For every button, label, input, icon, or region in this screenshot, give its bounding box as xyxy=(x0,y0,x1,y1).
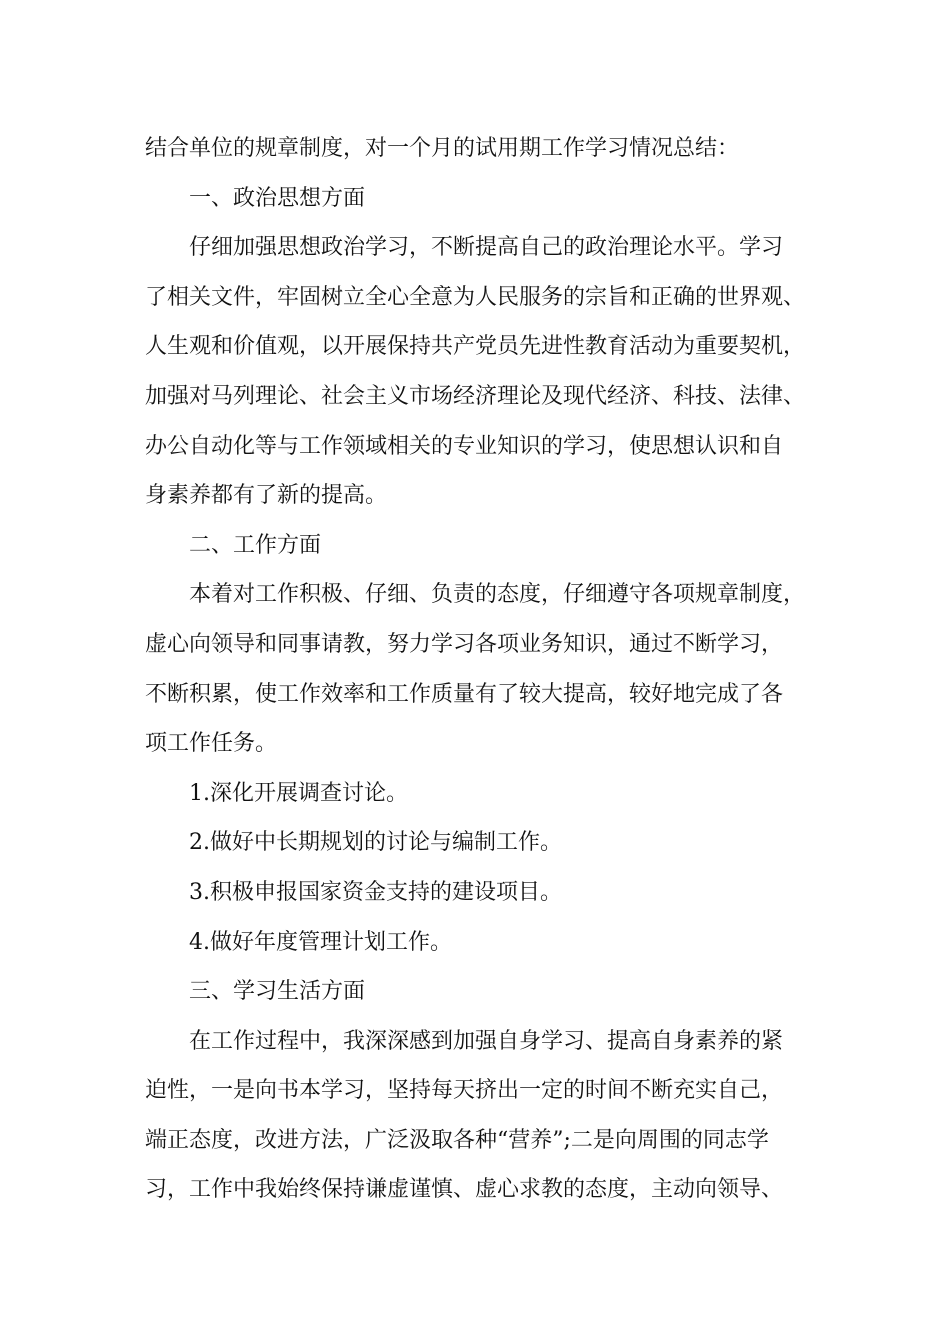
text-line-10: 本着对工作积极、仔细、负责的态度，仔细遵守各项规章制度， xyxy=(189,582,806,608)
text-line-5: 人生观和价值观，以开展保持共产党员先进性教育活动为重要契机， xyxy=(145,334,806,360)
list-item-2: 2.做好中长期规划的讨论与编制工作。 xyxy=(189,830,562,856)
document-page xyxy=(145,124,835,1215)
list-item-4: 4.做好年度管理计划工作。 xyxy=(189,929,452,955)
text-line-11: 虚心向领导和同事请教，努力学习各项业务知识，通过不断学习， xyxy=(145,631,784,657)
list-item-3: 3.积极申报国家资金支持的建设项目。 xyxy=(189,879,562,905)
text-line-3: 仔细加强思想政治学习，不断提高自己的政治理论水平。学习 xyxy=(189,235,784,261)
text-line-20: 迫性，一是向书本学习，坚持每天挤出一定的时间不断充实自己， xyxy=(145,1078,784,1104)
list-item-1: 1.深化开展调查讨论。 xyxy=(189,780,408,806)
text-line-7: 办公自动化等与工作领域相关的专业知识的学习，使思想认识和自 xyxy=(145,433,784,459)
text-line-13: 项工作任务。 xyxy=(145,731,278,757)
section-heading-politics: 一、政治思想方面 xyxy=(189,185,366,211)
text-line-22: 习，工作中我始终保持谦虚谨慎、虚心求教的态度，主动向领导、 xyxy=(145,1177,784,1203)
text-line-1: 结合单位的规章制度，对一个月的试用期工作学习情况总结： xyxy=(145,136,740,161)
text-line-6: 加强对马列理论、社会主义市场经济理论及现代经济、科技、法律、 xyxy=(145,383,806,409)
text-line-21: 端正态度，改进方法，广泛汲取各种“营养”;二是向周围的同志学 xyxy=(145,1127,769,1153)
section-heading-work: 二、工作方面 xyxy=(189,532,322,558)
text-line-19: 在工作过程中，我深深感到加强自身学习、提高自身素养的紧 xyxy=(189,1028,784,1054)
text-line-8: 身素养都有了新的提高。 xyxy=(145,483,388,509)
section-heading-study-life: 三、学习生活方面 xyxy=(189,979,366,1005)
text-line-12: 不断积累，使工作效率和工作质量有了较大提高，较好地完成了各 xyxy=(145,681,784,707)
text-line-4: 了相关文件，牢固树立全心全意为人民服务的宗旨和正确的世界观、 xyxy=(145,284,806,310)
